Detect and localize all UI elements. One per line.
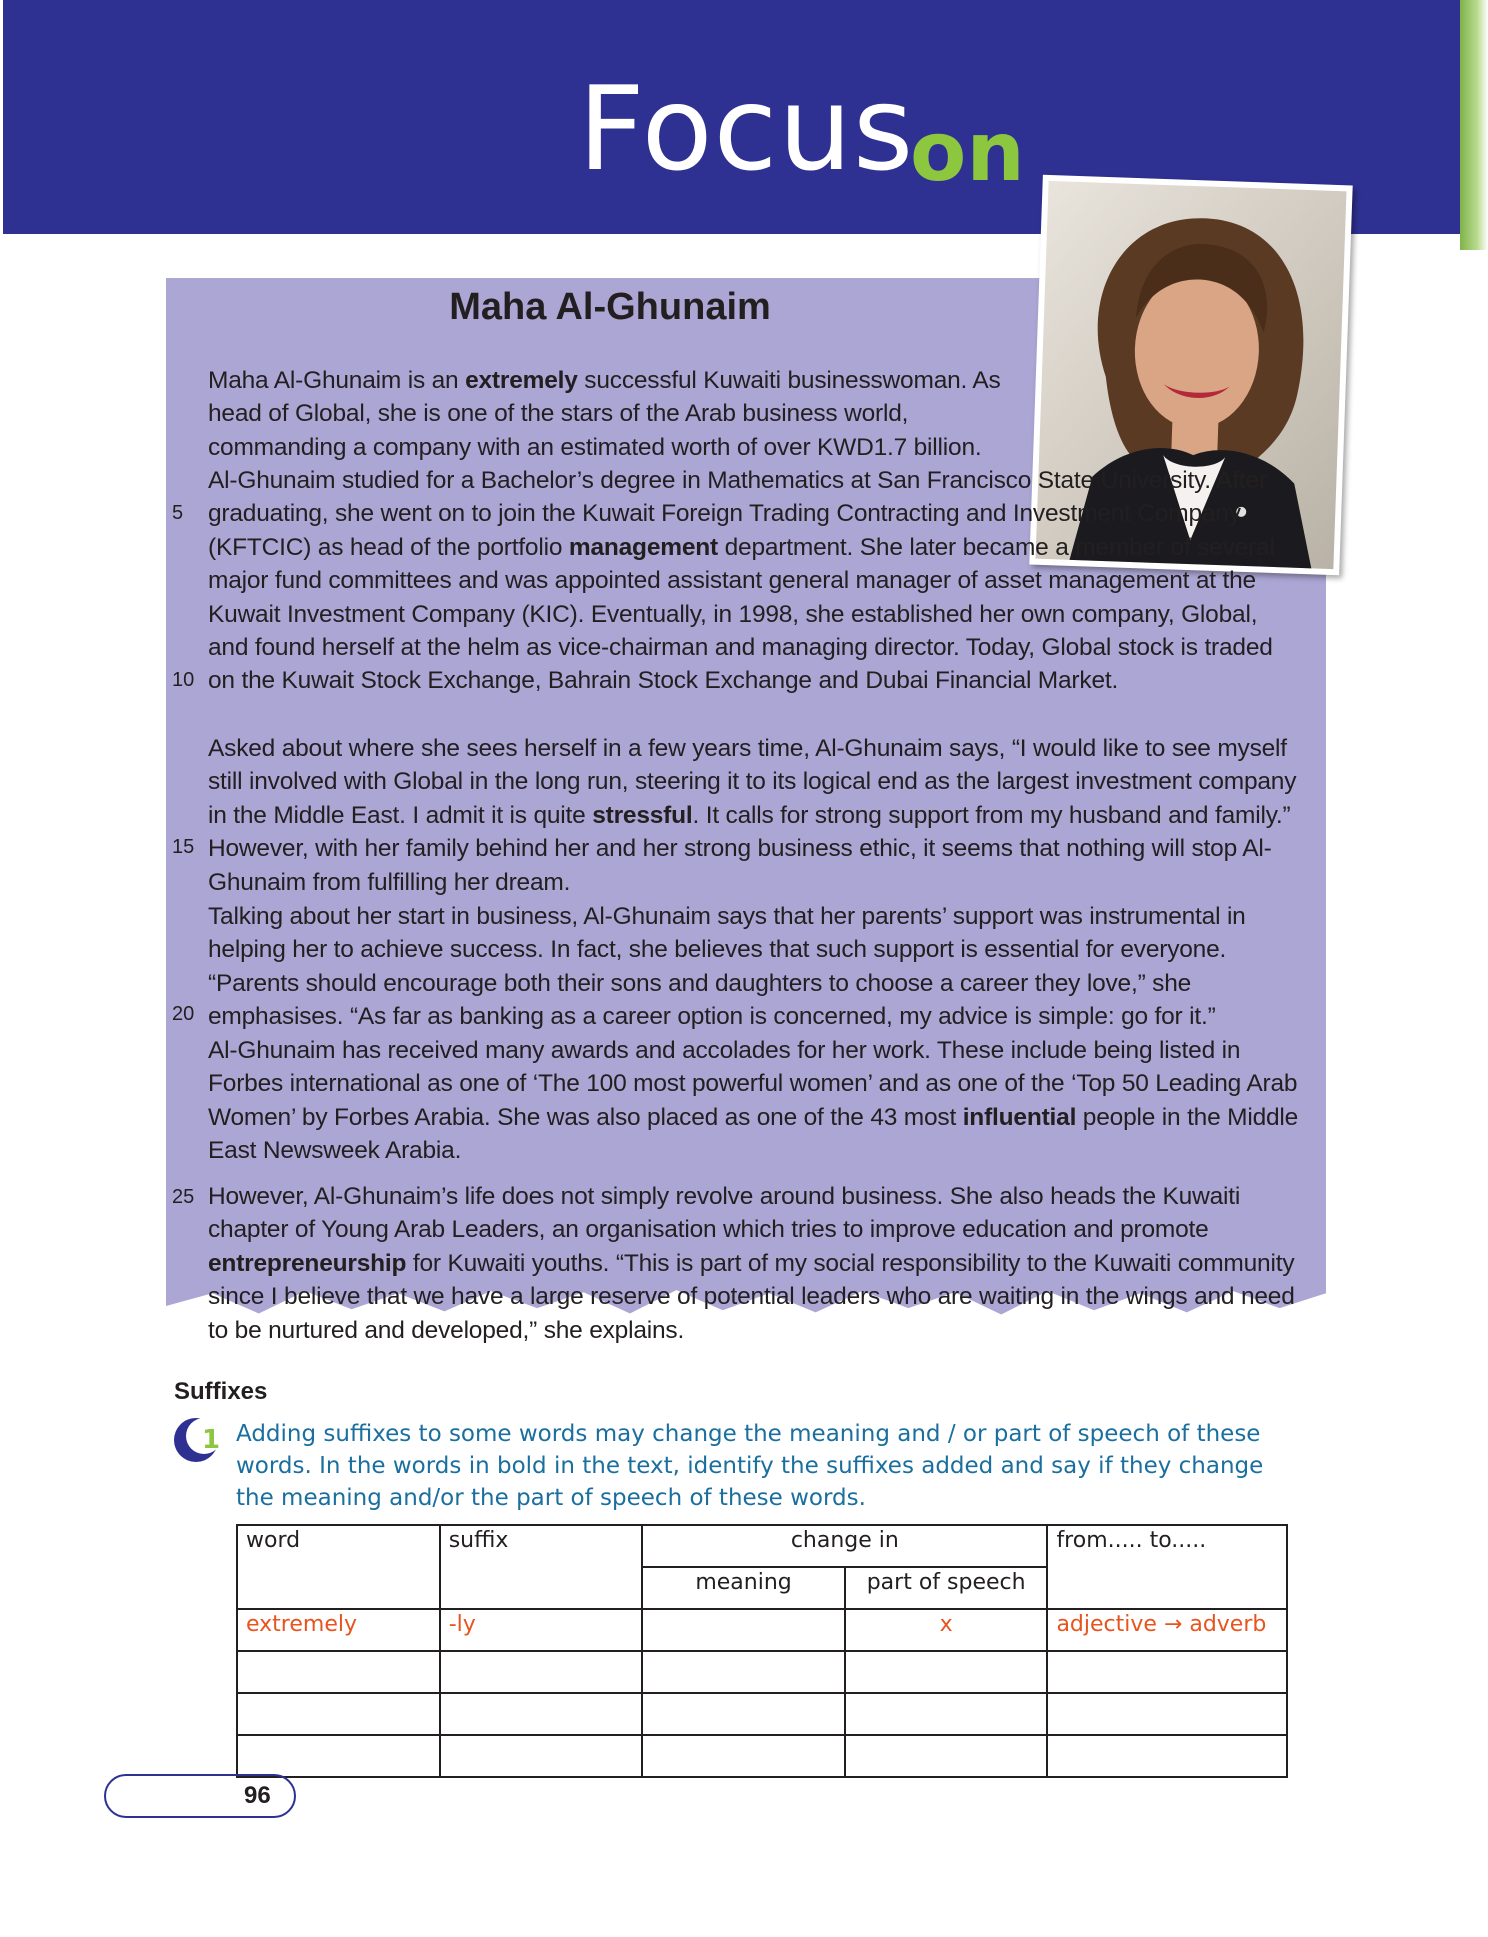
line-number: 15 xyxy=(172,836,195,858)
exercise-number: 1 xyxy=(202,1425,221,1455)
blank-cell[interactable] xyxy=(1047,1735,1287,1777)
article-paragraph-6: However, Al-Ghunaim’s life does not simply revolve around business. She also heads the Kuwaiti chapter of Young Arab Leaders, an organisation which tries to improve education and promote entrepreneurship for Kuwaiti youths. “This is part of my social responsibility to the Kuwaiti community since I believe that we have a large reserve of potential leaders who are waiting in the wings and need to be nurtured and developed,” she explains. xyxy=(208,1183,1295,1344)
section-heading: Suffixes xyxy=(174,1378,268,1405)
example-suffix: -ly xyxy=(440,1609,643,1651)
page-edge-tab xyxy=(1460,0,1488,250)
suffix-table xyxy=(236,1524,1288,1778)
article-paragraph-2: Al-Ghunaim studied for a Bachelor’s degree in Mathematics at San Francisco State University. After graduating, she went on to join the Kuwait Foreign Trading Contracting and Investment Company (KFTCIC) as head of the portfolio management department. She later became a member of several major fund committees and was appointed assistant general manager of asset management at the Kuwait Investment Company (KIC). Eventually, in 1998, she established her own company, Global, and found herself at the helm as vice-chairman and managing director. Today, Global stock is traded on the Kuwait Stock Exchange, Bahrain Stock Exchange and Dubai Financial Market. xyxy=(208,467,1275,695)
header-from-to: from..... to..... xyxy=(1047,1525,1287,1609)
table-row[interactable] xyxy=(237,1735,1287,1777)
bold-word: management xyxy=(568,533,718,561)
focus-title-suffix: on xyxy=(910,105,1025,200)
blank-cell[interactable] xyxy=(845,1693,1048,1735)
page-number: 96 xyxy=(244,1782,271,1809)
header-part-of-speech: part of speech xyxy=(845,1567,1048,1609)
header-suffix: suffix xyxy=(440,1525,643,1609)
blank-cell[interactable] xyxy=(440,1735,643,1777)
focus-title: Focus xyxy=(578,62,915,197)
bold-word: extremely xyxy=(465,367,578,394)
line-number: 25 xyxy=(172,1186,195,1208)
line-number: 5 xyxy=(172,502,184,524)
article-paragraph-1: Maha Al-Ghunaim is an extremely successful Kuwaiti businesswoman. As head of Global, she is one of the stars of the Arab business world, commanding a company with an estimated worth of over KWD1.7 billion. xyxy=(208,367,1001,461)
blank-cell[interactable] xyxy=(845,1651,1048,1693)
header-change-in: change in xyxy=(642,1525,1047,1567)
blank-cell[interactable] xyxy=(1047,1693,1287,1735)
blank-cell[interactable] xyxy=(440,1693,643,1735)
article-paragraph-4: Talking about her start in business, Al-Ghunaim says that her parents’ support was instrumental in helping her to achieve success. In fact, she believes that such support is essential for everyone. “Parents should encourage both their sons and daughters to choose a career they love,” she emphasises. “As far as banking as a career option is concerned, my advice is simple: go for it.” xyxy=(208,903,1246,1031)
article-paragraph-3: Asked about where she sees herself in a few years time, Al-Ghunaim says, “I would like to see myself still involved with Global in the long run, steering it to its logical end as the largest investment company in the Middle East. I admit it is quite stressful. It calls for strong support from my husband and family.” However, with her family behind her and her strong business ethic, it seems that nothing will stop Al-Ghunaim from fulfilling her dream. xyxy=(208,735,1297,896)
line-number: 10 xyxy=(172,669,195,691)
line-number: 20 xyxy=(172,1003,195,1025)
blank-cell[interactable] xyxy=(642,1735,845,1777)
example-from-to: adjective → adverb xyxy=(1047,1609,1287,1651)
blank-cell[interactable] xyxy=(237,1735,440,1777)
table-row[interactable] xyxy=(237,1651,1287,1693)
example-word: extremely xyxy=(237,1609,440,1651)
header-meaning: meaning xyxy=(642,1567,845,1609)
blank-cell[interactable] xyxy=(237,1693,440,1735)
blank-cell[interactable] xyxy=(845,1735,1048,1777)
bold-word: stressful xyxy=(592,801,693,829)
blank-cell[interactable] xyxy=(237,1651,440,1693)
article-title: Maha Al-Ghunaim xyxy=(449,286,771,328)
exercise-instruction: Adding suffixes to some words may change the meaning and / or part of speech of these words. In the words in bold in the text, identify the suffixes added and say if they change the meaning and/or the part of speech of these words. xyxy=(236,1421,1264,1511)
moon-exercise-icon xyxy=(172,1414,224,1466)
table-row xyxy=(237,1609,1287,1651)
header-word: word xyxy=(237,1525,440,1609)
blank-cell[interactable] xyxy=(440,1651,643,1693)
example-meaning[interactable] xyxy=(642,1609,845,1651)
bold-word: entrepreneurship xyxy=(208,1249,407,1277)
article-paragraph-5: Al-Ghunaim has received many awards and accolades for her work. These include being listed in Forbes international as one of ‘The 100 most powerful women’ and as one of the ‘Top 50 Leading Arab Women’ by Forbes Arabia. She was also placed as one of the 43 most influential people in the Middle East Newsweek Arabia. xyxy=(208,1037,1299,1165)
blank-cell[interactable] xyxy=(642,1693,845,1735)
bold-word: influential xyxy=(962,1103,1077,1131)
example-part-of-speech: x xyxy=(845,1609,1048,1651)
table-row[interactable] xyxy=(237,1693,1287,1735)
blank-cell[interactable] xyxy=(642,1651,845,1693)
blank-cell[interactable] xyxy=(1047,1651,1287,1693)
